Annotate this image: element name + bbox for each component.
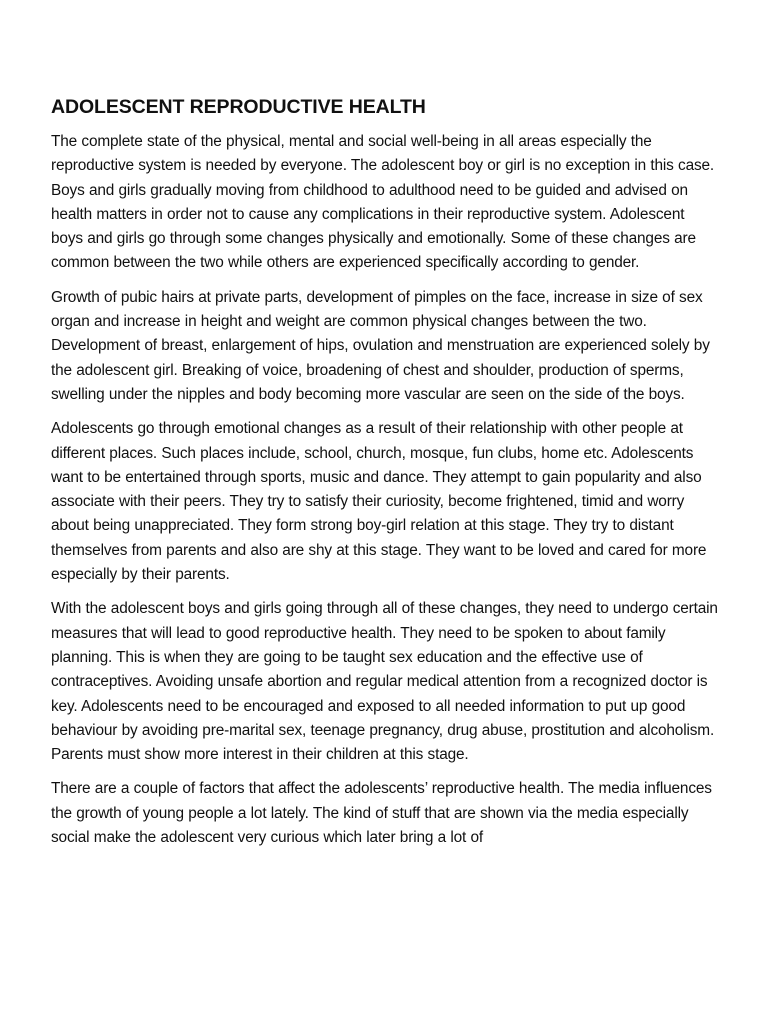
paragraph-emotional-changes: Adolescents go through emotional changes as a result of their relationship with other people at different places. Such places include, school, church, mosque, fun clubs, home etc. Adolescents want to be entertained through sports, music and dance. They attempt to gain popularity and also associate with their peers. They try to satisfy their curiosity, become frightened, timid and worry about being unappreciated. They form strong boy-girl relation at this stage. They try to distant themselves from parents and also are shy at this stage. They want to be loved and cared for more especially by their parents. bbox=[51, 420, 707, 584]
paragraph-factors: There are a couple of factors that affect the adolescents’ reproductive health. The media influences the growth of young people a lot lately. The kind of stuff that are shown via the media especially social make the adolescent very curious which later bring a lot of bbox=[51, 780, 712, 847]
paragraph-physical-changes: Growth of pubic hairs at private parts, development of pimples on the face, increase in size of sex organ and increase in height and weight are common physical changes between the two. Development of breast, enlargement of hips, ovulation and menstruation are experienced solely by the adolescent girl. Breaking of voice, broadening of chest and shoulder, production of sperms, swelling under the nipples and body becoming more vascular are seen on the side of the boys. bbox=[51, 288, 710, 403]
paragraph-measures: With the adolescent boys and girls going through all of these changes, they need to undergo certain measures that will lead to good reproductive health. They need to be spoken to about family planning. This is when they are going to be taught sex education and the effective use of contraceptives. Avoiding unsafe abortion and regular medical attention from a recognized doctor is key. Adolescents need to be encouraged and exposed to all needed information to put up good behaviour by avoiding pre-marital sex, teenage pregnancy, drug abuse, prostitution and alcoholism. Parents must show more interest in their children at this stage. bbox=[51, 600, 718, 764]
paragraph-definition: The complete state of the physical, mental and social well-being in all areas especially the reproductive system is needed by everyone. The adolescent boy or girl is no exception in this case. Boys and girls gradually moving from childhood to adulthood need to be guided and advised on health matters in order not to cause any complications in their reproductive system. Adolescent boys and girls go through some changes physically and emotionally. Some of these changes are common between the two while others are experienced specifically according to gender. bbox=[51, 133, 715, 272]
document-title: ADOLESCENT REPRODUCTIVE HEALTH bbox=[51, 96, 426, 118]
